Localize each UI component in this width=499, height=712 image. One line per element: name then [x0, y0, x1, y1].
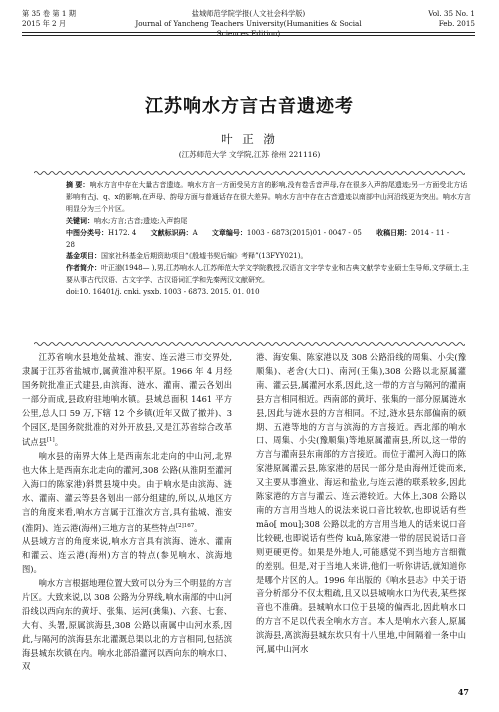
abstract-block	[66, 180, 471, 299]
article-number-label: 文章编号：	[211, 228, 247, 237]
doc-code: A	[192, 228, 198, 237]
clc-label: 中图分类号：	[66, 228, 108, 237]
keywords-text: 响水;方言;古音;遗迹;入声韵尾	[94, 216, 188, 225]
received-date: 2014 - 11 - 28	[66, 228, 450, 249]
author-name: 叶 正 渤	[221, 132, 278, 146]
header-rule-thin	[22, 35, 475, 36]
body-column-left	[22, 351, 232, 674]
body-paragraph: 港、海安集、陈家港以及 308 公路沿线的周集、小尖(豫顺集)、老舍(大口)、南河(王集),308 公路以北原属灌南、灌云县,属灌河水系,因此,这一带的方言与隔河的灌南县方言相同相近。西南部的黄圩、张集的一部分原属涟水县,因此与涟水县的方言相同。不过,涟水县东部偏南的硕期、五港等地的方言与滨海的方言接近。西北部的响水口、周集、小尖(豫顺集)等地原属灌南县,所以,这一带的方言与灌南县东南部的方言接近。而位于灌河入海口的陈家港原属灌云县,陈家港的居民一部分是由海州迁徙而来,又主要从事渔业、海运和盐业,与连云港的联系较多,因此陈家港的方言与灌云、连云港较近。大体上,308 公路以南的方言用当地人的说法来说口音比较软,也即说话有些 māo[ mou];308 公路以北的方言用当地人的话来说口音比较硬,也即说话有些侉 kuǎ,陈家港一带的居民说话口音则更硬更侉。如果是外地人,可能感觉不到当地方言细微的差别。但是,对于当地人来讲,他们一听你讲话,就知道你是哪个片区的人。1996 年出版的《响水县志》中关于语音分析部分不仅太粗疏,且又以县城响水口为代表,某些探音也不准确。县城响水口位于县境的偏西北,因此响水口的方言不足以代表全响水方言。本人是响水六套人,原属滨海县,离滨海县城东坎只有十八里地,中间隔着一条中山河,属中山河水	[256, 352, 466, 655]
volume-issue: 第 35 卷 第 1 期	[22, 9, 76, 18]
citation: [2]167	[176, 522, 195, 529]
journal-name-cn: 盐城师范学院学报(人文社会科学版)	[191, 9, 306, 18]
doi: doi:10. 16401/j. cnki. ysxb. 1003 - 6873. 2015. 01. 010	[66, 288, 260, 297]
date-en: Feb. 2015	[438, 19, 475, 28]
abstract	[66, 180, 471, 216]
wavy-divider-bottom	[34, 341, 465, 347]
article-title: 江苏响水方言古音遗迹考	[145, 96, 354, 117]
body-paragraph: 响水方言根据地理位置大致可以分为三个明显的方言片区。大致来说,以 308 公路为分界线,响水南部的中山河沿线以西向东的黄圩、张集、运河(龚集)、六套、七套、大有、头署,原属滨海县,308 公路以南属中山河水系,因此,与隔河的滨海县东北灌溉总渠以北的方言相同,包括滨海县城东坎镇在内。响水北部沿灌河以西向东的响水口、双	[22, 578, 232, 672]
fund-text: 国家社科基金后期资助项目“《殷墟书契后编》考释”(13FYY021)。	[101, 252, 308, 261]
volume-en: Vol. 35 No. 1	[428, 9, 475, 18]
body-paragraph: 响水县的南界大体上是西南东北走向的中山河,北界也大体上是西南东北走向的灌河,308 公路(从淮阴至灌河入海口的陈家港)斜贯县境中央。由于响水是由滨海、涟水、灌南、灌云等县各划出一部分组建的,所以,从地区方言的角度来看,响水方言属于江淮次方言,具有盐城、淮安(淮阴)、连云港(海州)三地方言的某些特点$^{[2]167}$。	[22, 451, 232, 533]
body-paragraph: 江苏省响水县地处盐城、淮安、连云港三市交界处,隶属于江苏省盐城市,属黄淮冲积平原。1966 年 4 月经国务院批准正式建县,由滨海、涟水、灌南、灌云各划出一部分而成,县政府驻地响水镇。县域总面积 1461 平方公里,总人口 59 万,下辖 12 个乡镇(近年又做了撤并)、3 个园区,是国务院批准的对外开放县,又是江苏省综合改革试点县[1]。	[22, 352, 232, 448]
keywords	[66, 216, 471, 228]
body-column-right	[256, 351, 466, 657]
bio-text: 叶正渤(1948— ),男,江苏响水人,江苏师范大学文学院教授,汉语言文字学专业和古典文献学专业硕士生导师,文学硕士,主要从事古代汉语、古文字学、古汉语词汇学和先秦两汉文献研究。	[66, 264, 469, 285]
body-paragraph: 从县域方言的角度来说,响水方言具有滨海、涟水、灌南和灌云、连云港(海州)方言的特点(参见响水、滨海地图)。	[22, 536, 232, 575]
fund-info	[66, 251, 471, 263]
author-affiliation: (江苏师范大学 文学院,江苏 徐州 221116)	[178, 150, 321, 159]
doc-code-label: 文献标识码：	[150, 228, 193, 237]
fund-label: 基金项目：	[66, 252, 101, 261]
wavy-divider-top	[34, 170, 465, 176]
abstract-text: 响水方言中存在大量古音遗迹。响水方言一方面受吴方言的影响,没有卷舌音声母,存在很多入声韵尾遗迹;另一方面受北方话影响有古j、q、x的影响,在声母、韵母方面与普通话存在很大差异。响水方言中存在古音遗迹以南部中山河沿线更为突出。响水方言明显分为三个片区。	[66, 181, 471, 213]
keywords-label: 关键词：	[66, 216, 94, 225]
citation: [1]	[46, 437, 55, 444]
page-number: 47	[457, 687, 469, 697]
received-label: 收稿日期：	[376, 228, 412, 237]
journal-name-en: Journal of Yancheng Teachers University(Humanities & Social Sciences Edition)	[135, 19, 362, 38]
author-bio	[66, 263, 471, 287]
issue-date: 2015 年 2 月	[22, 19, 67, 28]
abstract-label: 摘 要：	[66, 181, 90, 189]
classification-line	[66, 228, 471, 252]
article-number: 1003 - 6873(2015)01 - 0047 - 05	[246, 228, 362, 237]
bio-label: 作者简介：	[66, 264, 101, 273]
header-rule-thick	[22, 32, 475, 33]
clc-number: H172. 4	[108, 228, 137, 237]
